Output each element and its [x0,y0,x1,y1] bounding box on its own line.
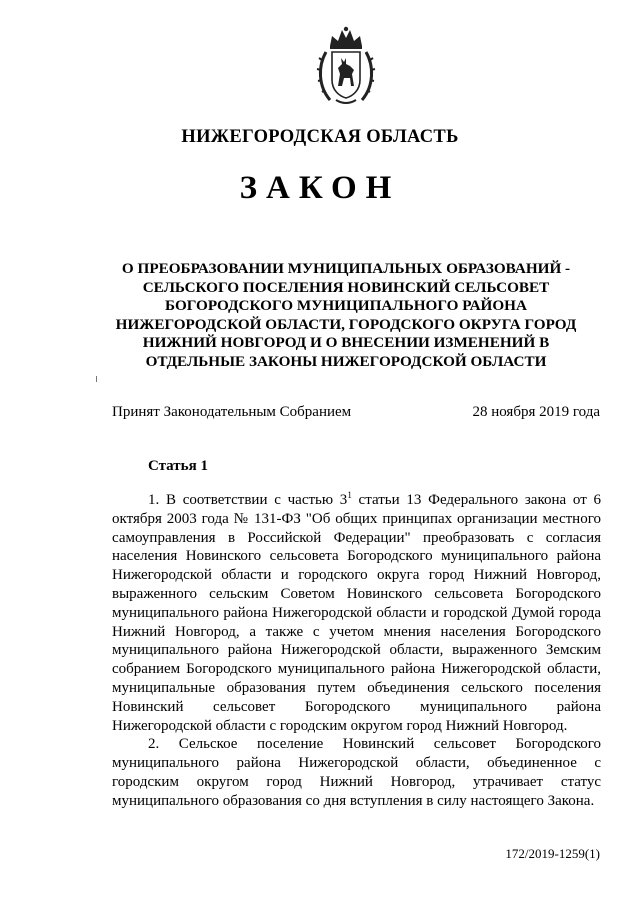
title-line: ОТДЕЛЬНЫЕ ЗАКОНЫ НИЖЕГОРОДСКОЙ ОБЛАСТИ [145,352,547,370]
paragraph-1 [112,491,601,735]
article-body [112,491,601,811]
superscript: 1 [347,490,352,500]
title-line: БОГОРОДСКОГО МУНИЦИПАЛЬНОГО РАЙОНА [165,297,527,315]
law-title [96,260,596,372]
scan-mark [96,376,97,382]
paragraph-1-rest: статьи 13 Федерального закона от 6 октября 2003 года № 131-ФЗ "Об общих принципах организации местного самоуправления в Российской Федерации" преобразовать с согласия населения Новинского сельсовета Богородского муниципального района Нижегородской области и городского округа город Нижний Новгород, выраженного сельским Советом Новинского сельсовета Богородского муниципального района Нижегородской области и городской Думой города Нижний Новгород, а также с учетом мнения населения Богородского муниципального района Нижегородской области, выраженного Земским собранием Богородского муниципального района Нижегородской области, муниципальные образования путем объединения сельского поселения Новинский сельсовет Богородского муниципального района Нижегородской области с городским округом город Нижний Новгород. [112,492,601,734]
title-line: О ПРЕОБРАЗОВАНИИ МУНИЦИПАЛЬНЫХ ОБРАЗОВАНИЙ - [121,260,571,277]
adoption-date: 28 ноября 2019 года [472,404,600,420]
document-type-heading: ЗАКОН [239,170,401,206]
title-line: НИЖЕГОРОДСКОЙ ОБЛАСТИ, ГОРОДСКОГО ОКРУГА ГОРОД [115,315,577,333]
paragraph-2: 2. Сельское поселение Новинский сельсовет Богородского муниципального района Нижегородской области, объединенное с городским округом город Нижний Новгород, утрачивает статус муниципального образования со дня вступления в силу настоящего Закона. [112,736,601,809]
coat-of-arms-icon [316,24,376,108]
document-number: 172/2019-1259(1) [505,846,600,861]
region-heading: НИЖЕГОРОДСКАЯ ОБЛАСТЬ [181,127,459,147]
adoption-statement: Принят Законодательным Собранием [112,404,352,420]
article-heading: Статья 1 [148,458,208,474]
title-line: НИЖНИЙ НОВГОРОД И О ВНЕСЕНИИ ИЗМЕНЕНИЙ В [142,334,550,352]
paragraph-1-start: 1. В соответствии с частью 3 [148,492,348,508]
title-line: СЕЛЬСКОГО ПОСЕЛЕНИЯ НОВИНСКИЙ СЕЛЬСОВЕТ [142,278,550,296]
